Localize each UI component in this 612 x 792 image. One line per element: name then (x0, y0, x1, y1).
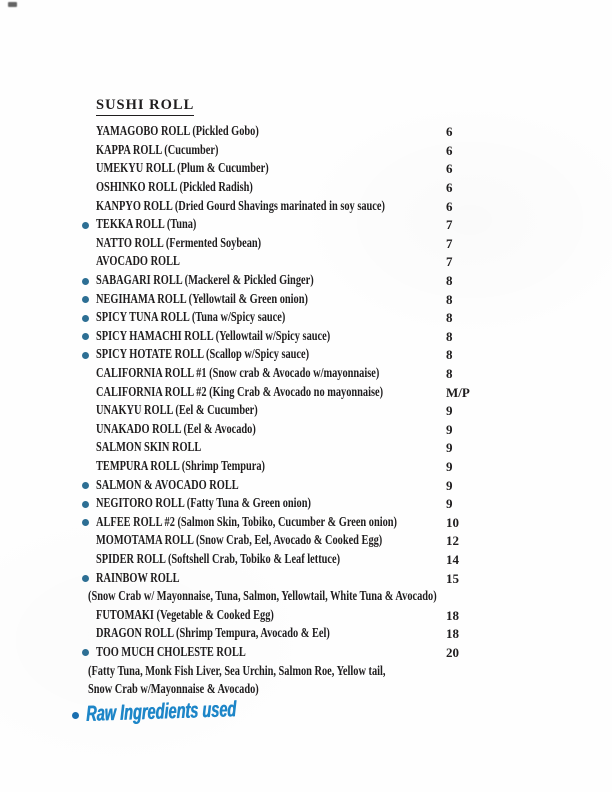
item-price: 8 (446, 328, 453, 344)
item-label: NATTO ROLL (Fermented Soybean) (96, 235, 262, 251)
item-label: (Snow Crab w/ Mayonnaise, Tuna, Salmon, Yellowtail, White Tuna & Avocado) (88, 589, 437, 605)
item-price: 9 (446, 496, 453, 512)
menu-list (82, 123, 582, 699)
item-label: MOMOTAMA ROLL (Snow Crab, Eel, Avocado & Cooked Egg) (96, 533, 383, 549)
menu-item-row (82, 216, 582, 235)
item-price: 18 (446, 626, 459, 642)
menu-item-row (82, 625, 582, 644)
item-label: KANPYO ROLL (Dried Gourd Shavings marinated in soy sauce) (96, 198, 385, 214)
item-label: TEMPURA ROLL (Shrimp Tempura) (96, 458, 265, 474)
item-price: 8 (446, 366, 453, 382)
item-price: 10 (446, 514, 459, 530)
item-price: 7 (446, 235, 453, 251)
item-price: 7 (446, 217, 453, 233)
item-price: 8 (446, 291, 453, 307)
menu-item-row (82, 235, 582, 254)
item-label: CALIFORNIA ROLL #1 (Snow crab & Avocado w/mayonnaise) (96, 366, 380, 382)
item-label: SABAGARI ROLL (Mackerel & Pickled Ginger) (96, 273, 314, 289)
raw-ingredients-note (72, 696, 313, 727)
item-label: TOO MUCH CHOLESTE ROLL (96, 644, 246, 660)
menu-item-row (82, 383, 582, 402)
raw-bullet-icon (82, 315, 89, 322)
item-label: RAINBOW ROLL (96, 570, 180, 586)
item-price: 9 (446, 403, 453, 419)
menu-item-row (82, 346, 582, 365)
item-label: UMEKYU ROLL (Plum & Cucumber) (96, 161, 269, 177)
item-price: 8 (446, 273, 453, 289)
item-label: UNAKADO ROLL (Eel & Avocado) (96, 421, 256, 437)
item-label: FUTOMAKI (Vegetable & Cooked Egg) (96, 607, 274, 623)
menu-item-row (82, 551, 582, 570)
item-label: AVOCADO ROLL (96, 254, 180, 270)
menu-note-row (82, 681, 582, 700)
item-label: Snow Crab w/Mayonnaise & Avocado) (88, 682, 259, 698)
raw-bullet-icon (82, 333, 89, 340)
item-label: SALMON & AVOCADO ROLL (96, 477, 239, 493)
menu-item-row (82, 253, 582, 272)
menu-item-row (82, 123, 582, 142)
item-label: NEGITORO ROLL (Fatty Tuna & Green onion) (96, 496, 311, 512)
menu-item-row (82, 290, 582, 309)
raw-bullet-icon (82, 649, 89, 656)
item-label: TEKKA ROLL (Tuna) (96, 217, 197, 233)
menu-item-row (82, 532, 582, 551)
menu-item-row (82, 142, 582, 161)
raw-bullet-icon (82, 296, 89, 303)
menu-item-row (82, 644, 582, 663)
menu-note-row (82, 662, 582, 681)
raw-bullet-icon (72, 712, 79, 719)
menu-item-row (82, 402, 582, 421)
item-price: 6 (446, 124, 453, 140)
menu-item-row (82, 328, 582, 347)
item-label: SPIDER ROLL (Softshell Crab, Tobiko & Leaf lettuce) (96, 551, 341, 567)
raw-bullet-icon (82, 575, 89, 582)
item-label: (Fatty Tuna, Monk Fish Liver, Sea Urchin, Salmon Roe, Yellow tail, (88, 663, 386, 679)
raw-bullet-icon (82, 352, 89, 359)
raw-bullet-icon (82, 222, 89, 229)
menu-item-row (82, 197, 582, 216)
item-price: 7 (446, 254, 453, 270)
item-price: 6 (446, 142, 453, 158)
item-price: 18 (446, 607, 459, 623)
menu-item-row (82, 309, 582, 328)
raw-bullet-icon (82, 482, 89, 489)
item-price: 8 (446, 347, 453, 363)
menu-note-row (82, 588, 582, 607)
item-label: KAPPA ROLL (Cucumber) (96, 142, 219, 158)
menu-item-row (82, 365, 582, 384)
item-price: 9 (446, 458, 453, 474)
item-price: 6 (446, 198, 453, 214)
raw-bullet-icon (82, 501, 89, 508)
item-price: 15 (446, 570, 459, 586)
item-price: 6 (446, 180, 453, 196)
item-price: 8 (446, 310, 453, 326)
menu-item-row (82, 458, 582, 477)
scan-artifact-mark (8, 2, 17, 7)
item-price: 12 (446, 533, 459, 549)
menu-item-row (82, 160, 582, 179)
raw-bullet-icon (82, 519, 89, 526)
item-label: OSHINKO ROLL (Pickled Radish) (96, 180, 253, 196)
item-price: 9 (446, 477, 453, 493)
item-price: 9 (446, 421, 453, 437)
item-label: UNAKYU ROLL (Eel & Cucumber) (96, 403, 258, 419)
item-price: 14 (446, 551, 459, 567)
raw-bullet-icon (82, 278, 89, 285)
menu-item-row (82, 272, 582, 291)
item-label: YAMAGOBO ROLL (Pickled Gobo) (96, 124, 259, 140)
menu-item-row (82, 606, 582, 625)
item-label: SALMON SKIN ROLL (96, 440, 202, 456)
menu-item-row (82, 495, 582, 514)
item-price: 6 (446, 161, 453, 177)
item-price: 20 (446, 644, 459, 660)
menu-item-row (82, 569, 582, 588)
item-price: 9 (446, 440, 453, 456)
menu-item-row (82, 179, 582, 198)
item-label: CALIFORNIA ROLL #2 (King Crab & Avocado no mayonnaise) (96, 384, 384, 400)
item-label: SPICY HAMACHI ROLL (Yellowtail w/Spicy sauce) (96, 328, 331, 344)
item-label: SPICY HOTATE ROLL (Scallop w/Spicy sauce) (96, 347, 310, 363)
menu-item-row (82, 513, 582, 532)
item-label: ALFEE ROLL #2 (Salmon Skin, Tobiko, Cucumber & Green onion) (96, 514, 397, 530)
item-label: NEGIHAMA ROLL (Yellowtail & Green onion) (96, 291, 308, 307)
page-title: SUSHI ROLL (96, 97, 194, 116)
raw-ingredients-label: Raw Ingredients used (85, 696, 237, 726)
item-label: SPICY TUNA ROLL (Tuna w/Spicy sauce) (96, 310, 286, 326)
menu-item-row (82, 439, 582, 458)
menu-item-row (82, 421, 582, 440)
item-price: M/P (446, 384, 470, 400)
menu-item-row (82, 476, 582, 495)
item-label: DRAGON ROLL (Shrimp Tempura, Avocado & Eel) (96, 626, 330, 642)
